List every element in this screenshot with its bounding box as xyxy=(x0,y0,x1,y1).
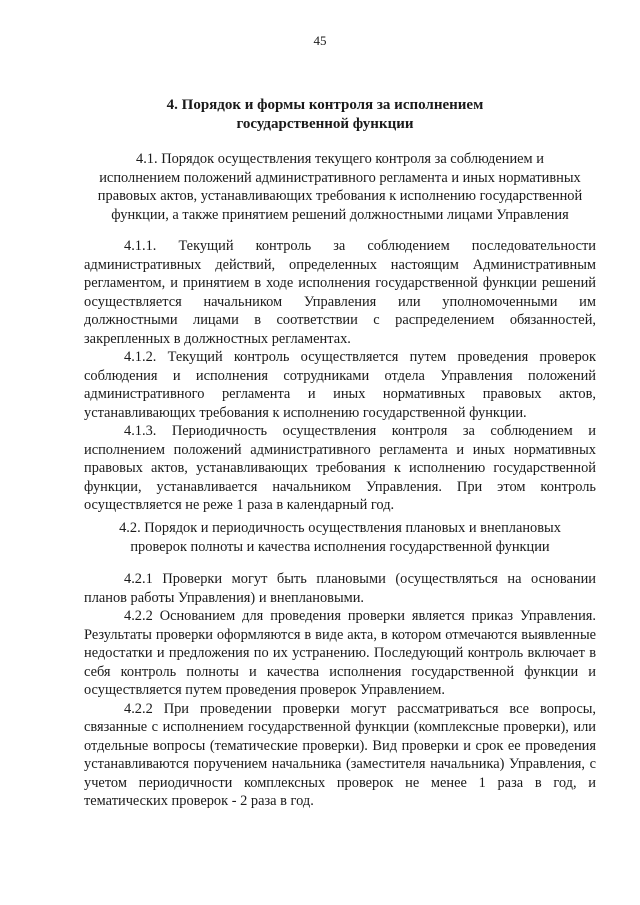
subsection-4-2-title-line-2: проверок полноты и качества исполнения государственной функции xyxy=(130,538,550,555)
subsection-4-1-title-line-3: правовых актов, устанавливающих требования к исполнению государственной xyxy=(97,188,583,204)
subsection-4-1-title-line-1: 4.1. Порядок осуществления текущего контроля за соблюдением и xyxy=(136,151,544,167)
paragraph-4-1-1: 4.1.1. Текущий контроль за соблюдением последовательности административных действий, определенных настоящим Административным регламентом, и принятием в ходе исполнения государственной функции решений осуществляется начальником Управления или уполномоченными им должностными лицами в соответствии с распределением обязанностей, закрепленных в должностных регламентах. xyxy=(84,238,596,347)
subsection-4-1-body xyxy=(84,237,596,515)
paragraph-4-1-3: 4.1.3. Периодичность осуществления контроля за соблюдением и исполнением положений административного регламента и иных нормативных правовых актов, устанавливающих требования к исполнению государственной функции, устанавливается начальником Управления. При этом контроль осуществляется не реже 1 раза в календарный год. xyxy=(84,423,596,513)
section-title-line-1: 4. Порядок и формы контроля за исполнением xyxy=(166,97,484,113)
subsection-4-1-title-line-4: функции, а также принятием решений должностными лицами Управления xyxy=(111,206,569,223)
paragraph-4-1-2: 4.1.2. Текущий контроль осуществляется путем проведения проверок соблюдения и исполнения сотрудниками отдела Управления положений административного регламента и иных нормативных правовых актов, устанавливающих требования к исполнению государственной функции. xyxy=(84,349,596,421)
paragraph-4-2-1: 4.2.1 Проверки могут быть плановыми (осуществляться на основании планов работы Управления) и внеплановыми. xyxy=(84,571,596,606)
subsection-4-2-body xyxy=(84,570,596,811)
subsection-4-1-title-line-2: исполнением положений административного регламента и иных нормативных xyxy=(99,169,581,186)
paragraph-4-2-2: 4.2.2 Основанием для проведения проверки является приказ Управления. Результаты проверки оформляются в виде акта, в котором отмечаются выявленные недостатки и предложения по их устранению. Последующий контроль включает в себя контроль полноты и качества исполнения государственной функции и осуществляется путем проведения проверок Управлением. xyxy=(84,608,596,698)
section-title-line-2: государственной функции xyxy=(236,116,414,132)
subsection-4-1-title xyxy=(84,150,596,224)
subsection-4-2-title xyxy=(84,519,596,556)
section-title xyxy=(90,96,560,134)
page-number: 45 xyxy=(313,33,327,48)
paragraph-4-2-2-second: 4.2.2 При проведении проверки могут рассматриваться все вопросы, связанные с исполнением государственной функции (комплексные проверки), или отдельные вопросы (тематические проверки). Вид проверки и срок ее проведения устанавливаются поручением начальника (заместителя начальника) Управления, с учетом периодичности комплексных проверок не менее 1 раза в год, и тематических проверок - 2 раза в год. xyxy=(84,700,596,809)
subsection-4-2-title-line-1: 4.2. Порядок и периодичность осуществления плановых и внеплановых xyxy=(119,520,561,536)
